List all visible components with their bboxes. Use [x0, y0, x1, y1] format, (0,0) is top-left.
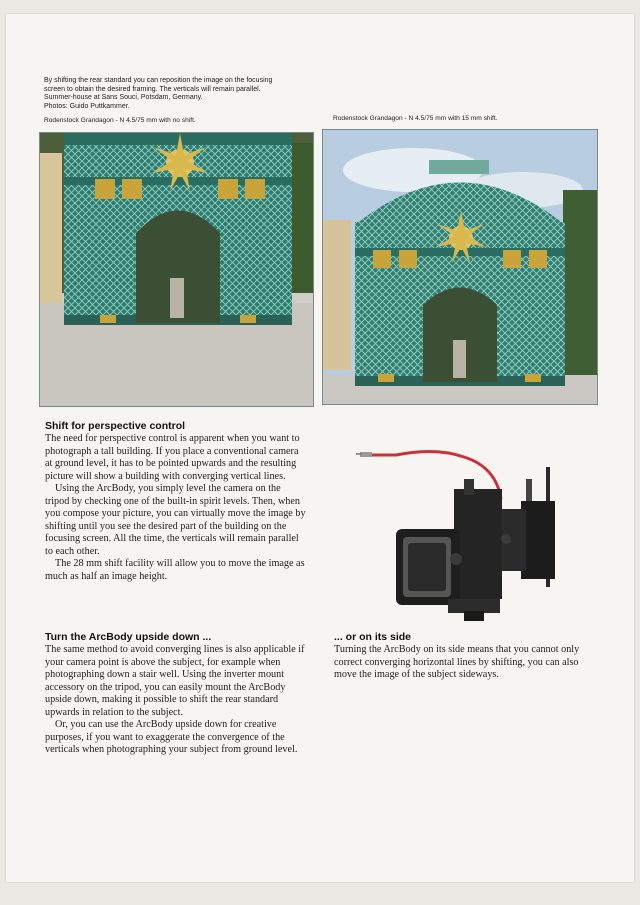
- photo-no-shift: [39, 132, 314, 407]
- heading-upside-down: Turn the ArcBody upside down ...: [45, 631, 212, 643]
- photo-caption-right: Rodenstock Grandagon - N 4.5/75 mm with 15 mm shift.: [333, 115, 498, 122]
- upside-section-text: [45, 644, 307, 757]
- arcbody-camera-photo: [356, 439, 556, 629]
- heading-shift-perspective: Shift for perspective control: [45, 420, 186, 432]
- shift-paragraph-2: Using the ArcBody, you simply level the camera on the tripod by checking one of the built-in spirit levels. Then, when you compose your picture, you can virtually move the image by shifting until you see the desired part of the building on the focusing screen. All the time, the verticals will remain parallel to each other.: [45, 483, 306, 557]
- intro-line-1: By shifting the rear standard you can reposition the image on the focusing: [44, 77, 273, 84]
- photo-caption-left: Rodenstock Grandagon - N 4.5/75 mm with no shift.: [44, 117, 196, 124]
- shift-paragraph-1: The need for perspective control is apparent when you want to photograph a tall building. If you place a conventional camera at ground level, it has to be pointed upwards and the resulting picture will show a building with converging vertical lines.: [45, 433, 300, 482]
- document-page: [6, 14, 634, 882]
- upside-paragraph-1: The same method to avoid converging lines is also applicable if your camera point is above the subject, for example when photographing down a stair well. Using the inverter mount accessory on the tripod, you can easily mount the ArcBody upside down, making it possible to shift the rear standard upwards in relation to the subject.: [45, 644, 305, 718]
- side-paragraph-1: Turning the ArcBody on its side means that you cannot only correct converging horizontal lines by shifting, you can also move the image of the subject sideways.: [334, 644, 580, 681]
- upside-paragraph-2: Or, you can use the ArcBody upside down for creative purposes, if you want to exaggerate the convergence of the verticals when photographing your subject from ground level.: [45, 719, 298, 756]
- intro-line-3: Summer-house at Sans Souci, Potsdam, Germany.: [44, 94, 203, 102]
- photo-with-shift: [322, 129, 598, 405]
- heading-on-its-side: ... or on its side: [334, 631, 412, 643]
- intro-line-4: Photos: Guido Puttkammer.: [44, 102, 130, 110]
- shift-paragraph-3: The 28 mm shift facility will allow you to move the image as much as half an image height.: [45, 558, 305, 583]
- intro-caption: [44, 77, 314, 111]
- shift-section-text: [45, 433, 307, 584]
- side-section-text: [334, 644, 596, 682]
- intro-line-2: screen to obtain the desired framing. The verticals will remain parallel.: [44, 85, 261, 93]
